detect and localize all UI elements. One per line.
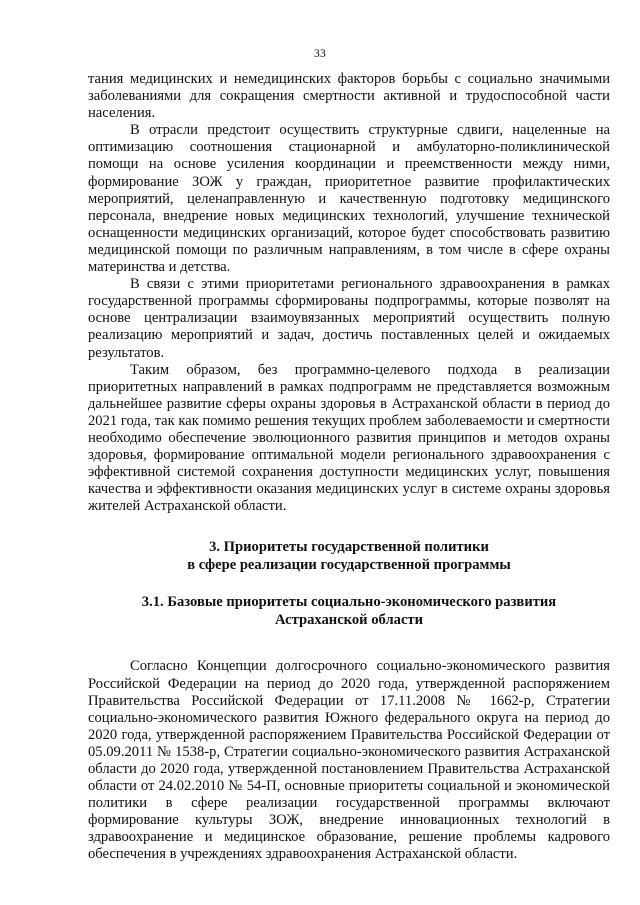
- page-number: 33: [313, 48, 327, 60]
- section-heading-line-2: в сфере реализации государственной программы: [187, 556, 511, 573]
- paragraph-concept: Согласно Концепции долгосрочного социально-экономического развития Российской Федерации на период до 2020 года, утвержденной распоряжением Правительства Российской Федерации от 17.11.2008 № 1662-р, Стратегии социально-экономического развития Южного федерального округа на период до 2020 года, утвержденной распоряжением Правительства Российской Федерации от 05.09.2011 № 1538-р, Стратегии социально-экономического развития Астраханской области до 2020 года, утвержденной постановлением Правительства Астраханской области от 24.02.2010 № 54-П, основные приоритеты социальной и экономической политики в сфере реализации государственной программы включают формирование культуры ЗОЖ, внедрение инновационных технологий в здравоохранение и медицинское образование, решение проблемы кадрового обеспечения в учреждениях здравоохранения Астраханской области.: [88, 658, 610, 863]
- page-content: [88, 71, 610, 864]
- paragraph-continuation: тания медицинских и немедицинских факторов борьбы с социально значимыми заболеваниями для сокращения смертности активной и трудоспособной части населения.: [88, 71, 610, 122]
- subsection-heading: [88, 594, 610, 629]
- paragraph-structural-shifts: В отрасли предстоит осуществить структурные сдвиги, нацеленные на оптимизацию соотношения стационарной и амбулаторно-поликлинической помощи на основе усиления координации и преемственности между ними, формирование ЗОЖ у граждан, приоритетное развитие профилактических мероприятий, целенаправленную и качественную подготовку медицинского персонала, внедрение новых медицинских технологий, улучшение технической оснащенности медицинских организаций, которое будет способствовать развитию медицинской помощи по различным направлениям, в том числе в сфере охраны материнства и детства.: [88, 122, 610, 276]
- paragraph-subprograms: В связи с этими приоритетами регионального здравоохранения в рамках государственной программы сформированы подпрограммы, которые позволят на основе централизации взаимоувязанных мероприятий осуществить полную реализацию мероприятий и задач, достичь поставленных целей и ожидаемых результатов.: [88, 276, 610, 361]
- section-heading: [88, 539, 610, 574]
- section-heading-line-1: 3. Приоритеты государственной политики: [209, 539, 489, 556]
- subsection-heading-line-2: Астраханской области: [274, 611, 424, 628]
- paragraph-program-approach: Таким образом, без программно-целевого подхода в реализации приоритетных направлений в рамках подпрограмм не представляется возможным дальнейшее развитие сферы охраны здоровья в Астраханской области в период до 2021 года, так как помимо решения текущих проблем заболеваемости и смертности необходимо обеспечение эволюционного развития принципов и методов охраны здоровья, формирование оптимальной модели регионального здравоохранения с эффективной системой сохранения доступности медицинских услуг, повышения качества и эффективности оказания медицинских услуг в системе охраны здоровья жителей Астраханской области.: [88, 361, 610, 515]
- subsection-heading-line-1: 3.1. Базовые приоритеты социально-экономического развития: [141, 594, 557, 611]
